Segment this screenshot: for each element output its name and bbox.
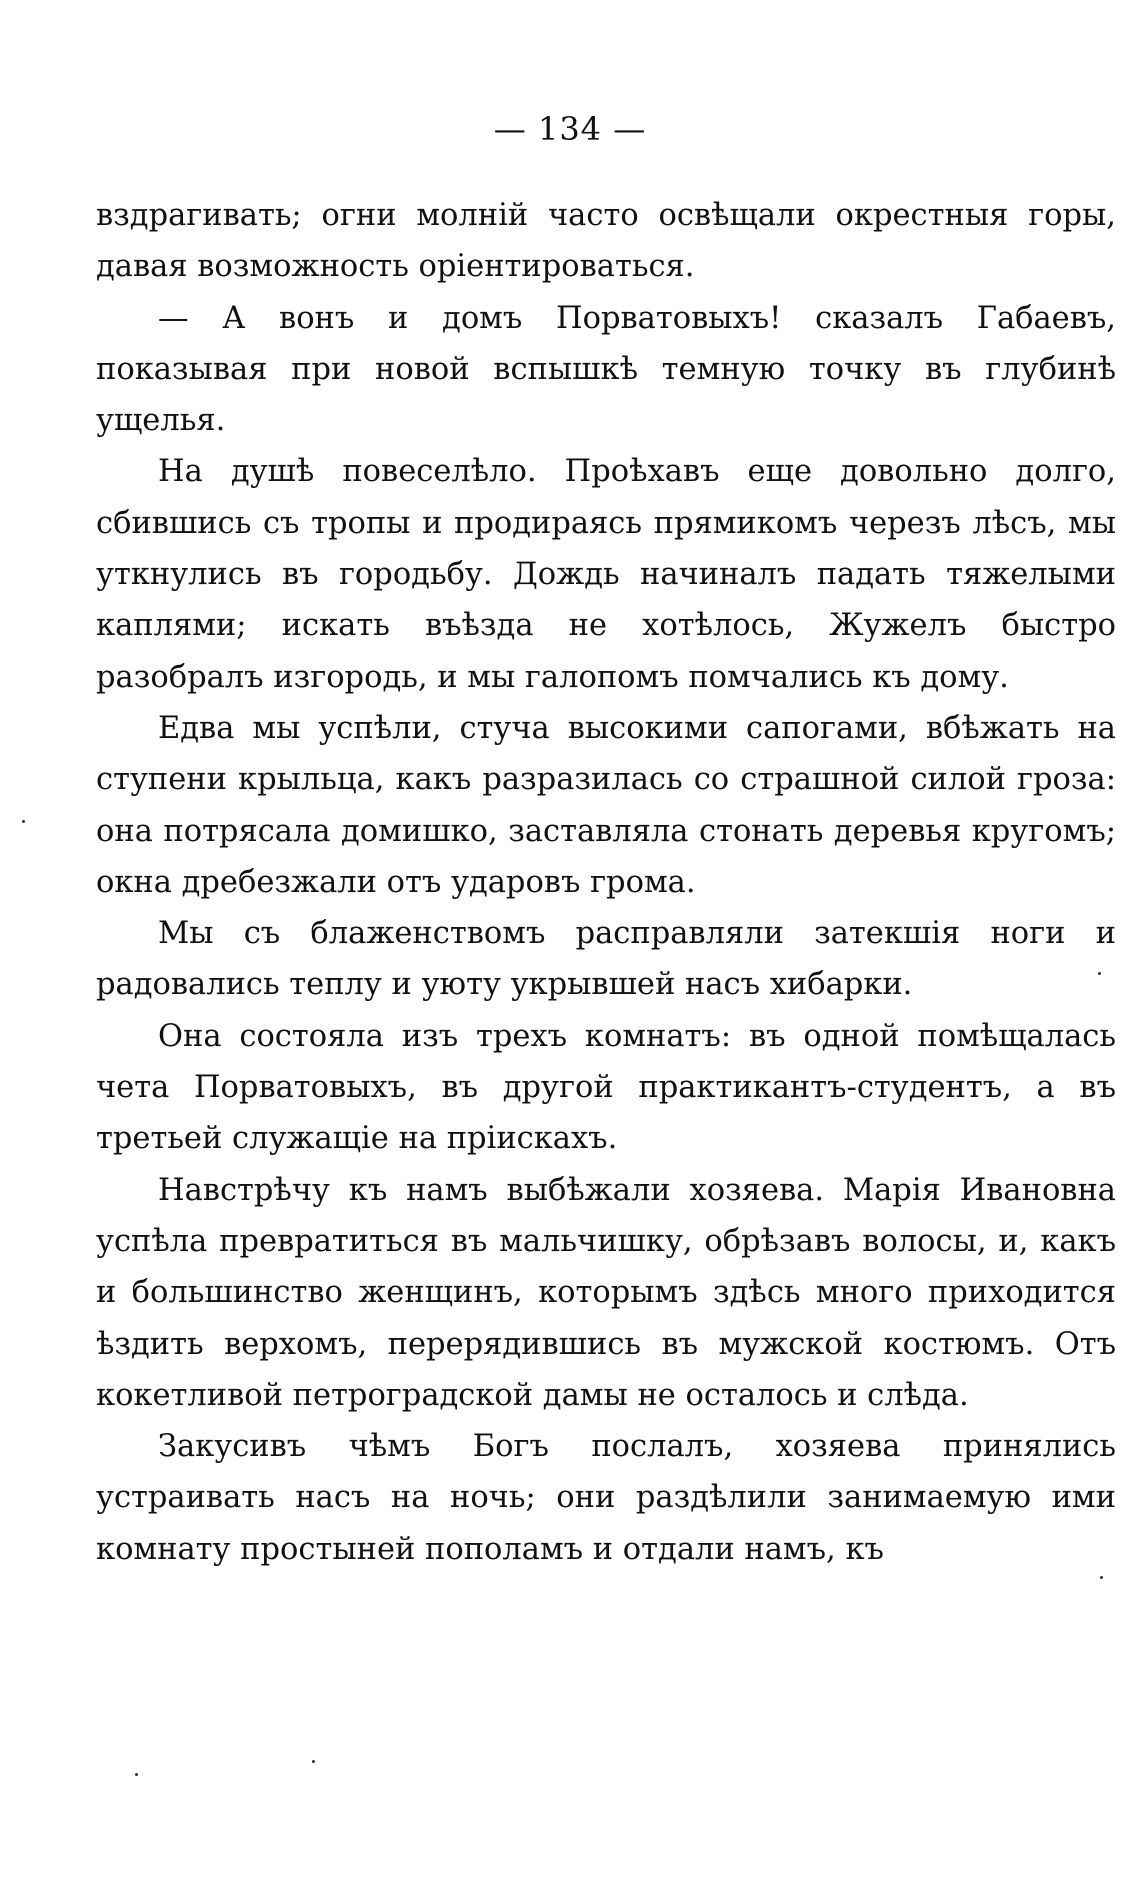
paragraph-2: — А вонъ и домъ Порватовыхъ! сказалъ Габаевъ, показывая при новой вспышкѣ темную точку въ глубинѣ ущелья. (96, 300, 1116, 439)
page-number: — 134 — (493, 110, 647, 148)
scan-speck (135, 1773, 138, 1776)
paragraph-3: На душѣ повеселѣло. Проѣхавъ еще довольно долго, сбившись съ тропы и продираясь прямикомъ черезъ лѣсъ, мы уткнулись въ городьбу. Дождь начиналъ падать тяжелыми каплями; искать въѣзда не хотѣлось, Жужелъ быстро разобралъ изгородь, и мы галопомъ помчались къ дому. (96, 454, 1116, 695)
paragraph-6: Она состояла изъ трехъ комнатъ: въ одной помѣщалась чета Порватовыхъ, въ другой практикантъ-студентъ, а въ третьей служащіе на пріискахъ. (96, 1018, 1116, 1157)
scan-speck (1098, 972, 1101, 975)
paragraph-7: Навстрѣчу къ намъ выбѣжали хозяева. Марія Ивановна успѣла превратиться въ мальчишку, обрѣзавъ волосы, и, какъ и большинство женщинъ, которымъ здѣсь много приходится ѣздить верхомъ, перерядившись въ мужской костюмъ. Отъ кокетливой петроградской дамы не осталось и слѣда. (96, 1172, 1116, 1413)
scan-speck (22, 820, 25, 823)
paragraph-5: Мы съ блаженствомъ расправляли затекшія ноги и радовались теплу и уюту укрывшей насъ хибарки. (96, 916, 1116, 1003)
scan-speck (1100, 1576, 1103, 1579)
paragraph-4: Едва мы успѣли, стуча высокими сапогами, вбѣжать на ступени крыльца, какъ разразилась со страшной силой гроза: она потрясала домишко, заставляла стонать деревья кругомъ; окна дребезжали отъ ударовъ грома. (96, 710, 1116, 900)
page-text (96, 190, 1116, 1575)
paragraph-1: вздрагивать; огни молній часто освѣщали окрестныя горы, давая возможность оріентироваться. (96, 198, 1116, 285)
scan-speck (312, 1760, 315, 1763)
paragraph-8: Закусивъ чѣмъ Богъ послалъ, хозяева принялись устраивать насъ на ночь; они раздѣлили занимаемую ими комнату простыней пополамъ и отдали намъ, къ (96, 1429, 1116, 1567)
